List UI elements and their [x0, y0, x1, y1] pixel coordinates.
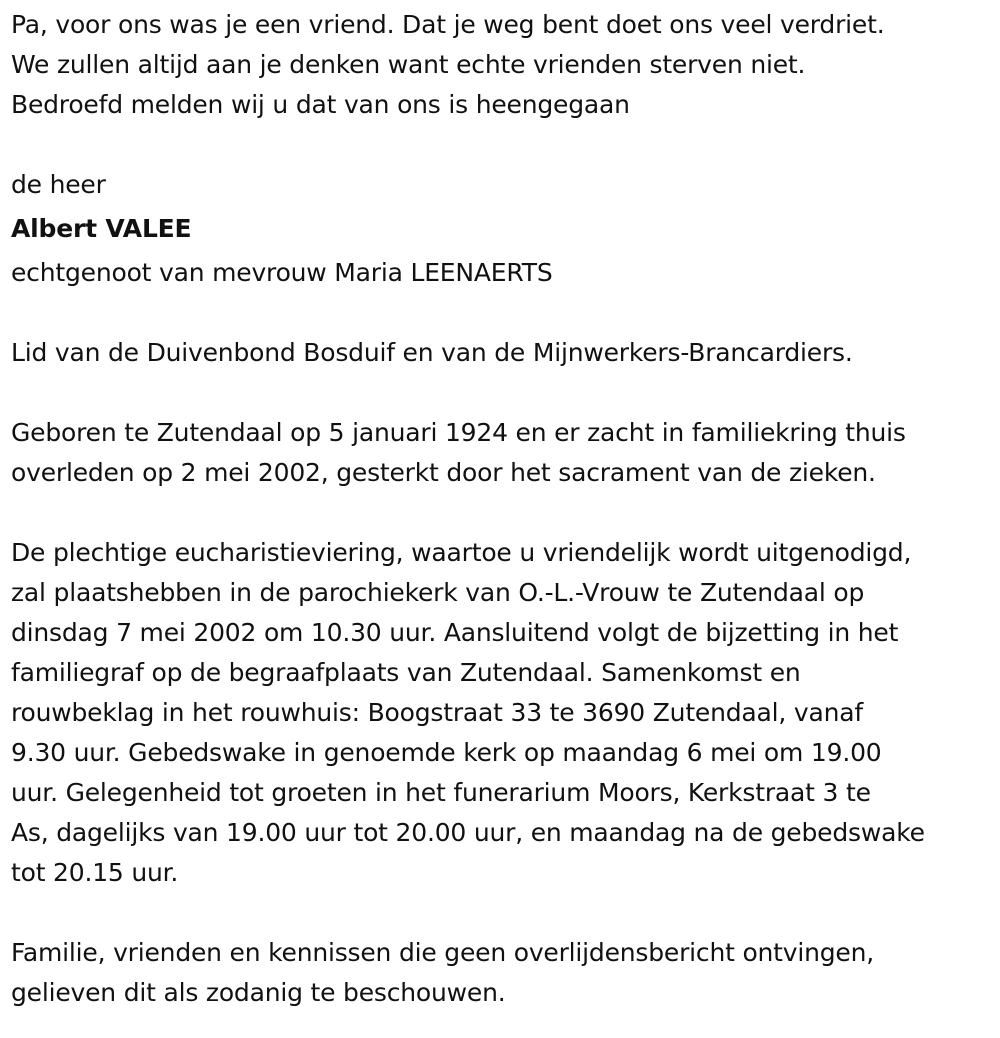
- service-line: uur. Gelegenheid tot groeten in het funerarium Moors, Kerkstraat 3 te: [11, 778, 871, 807]
- birth-death-paragraph: [11, 413, 996, 493]
- service-line: familiegraf op de begraafplaats van Zutendaal. Samenkomst en: [11, 658, 801, 687]
- closing-paragraph: [11, 933, 996, 1013]
- closing-line: gelieven dit als zodanig te beschouwen.: [11, 978, 506, 1007]
- spacer: [11, 493, 996, 533]
- service-line: rouwbeklag in het rouwhuis: Boogstraat 33 te 3690 Zutendaal, vanaf: [11, 698, 863, 727]
- intro-paragraph: [11, 5, 996, 125]
- spacer: [11, 125, 996, 165]
- intro-line: We zullen altijd aan je denken want echte vrienden sterven niet.: [11, 50, 806, 79]
- spacer: [11, 297, 996, 333]
- membership-line: Lid van de Duivenbond Bosduif en van de Mijnwerkers-Brancardiers.: [11, 338, 853, 367]
- obituary-notice: [11, 5, 996, 1013]
- service-paragraph: [11, 533, 996, 893]
- honorific: de heer: [11, 170, 106, 199]
- spacer: [11, 373, 996, 413]
- closing-line: Familie, vrienden en kennissen die geen overlijdensbericht ontvingen,: [11, 938, 875, 967]
- service-line: dinsdag 7 mei 2002 om 10.30 uur. Aansluitend volgt de bijzetting in het: [11, 618, 899, 647]
- intro-line: Pa, voor ons was je een vriend. Dat je weg bent doet ons veel verdriet.: [11, 10, 885, 39]
- service-line: As, dagelijks van 19.00 uur tot 20.00 uur, en maandag na de gebedswake: [11, 818, 925, 847]
- spacer: [11, 893, 996, 933]
- deceased-name: Albert VALEE: [11, 214, 192, 243]
- service-line: De plechtige eucharistieviering, waartoe u vriendelijk wordt uitgenodigd,: [11, 538, 912, 567]
- birth-death-line: overleden op 2 mei 2002, gesterkt door het sacrament van de zieken.: [11, 458, 876, 487]
- service-line: 9.30 uur. Gebedswake in genoemde kerk op maandag 6 mei om 19.00: [11, 738, 882, 767]
- membership-paragraph: [11, 333, 996, 373]
- birth-death-line: Geboren te Zutendaal op 5 januari 1924 en er zacht in familiekring thuis: [11, 418, 906, 447]
- service-line: zal plaatshebben in de parochiekerk van O.-L.-Vrouw te Zutendaal op: [11, 578, 865, 607]
- service-line: tot 20.15 uur.: [11, 858, 179, 887]
- intro-line: Bedroefd melden wij u dat van ons is heengegaan: [11, 90, 630, 119]
- spouse-line: echtgenoot van mevrouw Maria LEENAERTS: [11, 258, 553, 287]
